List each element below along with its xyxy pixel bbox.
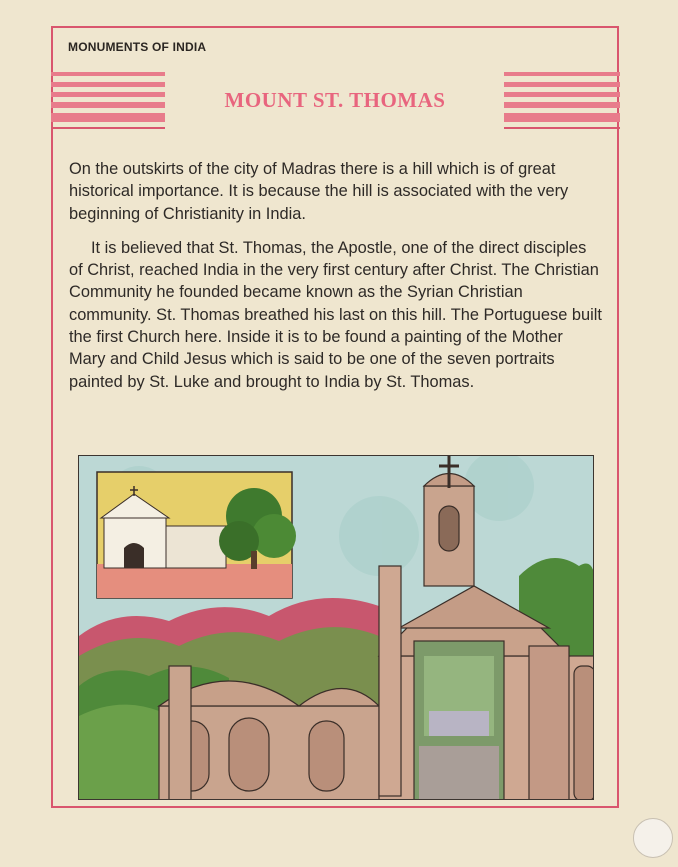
paragraph-intro: On the outskirts of the city of Madras there is a hill which is of great historical importance. It is because the hill is associated with the very beginning of Christianity in India. (69, 160, 569, 223)
publisher-logo (633, 818, 673, 858)
article-text (69, 158, 603, 405)
page-title: MOUNT ST. THOMAS (224, 88, 446, 112)
decorative-stripes-left (51, 72, 165, 128)
decorative-stripes-right (504, 72, 620, 128)
paragraph-history: It is believed that St. Thomas, the Apostle, one of the direct disciples of Christ, reached India in the very first century after Christ. The Christian Community he founded became known as the Syrian Christian community. St. Thomas breathed his last on this hill. The Portuguese built the first Church here. Inside it is to be found a painting of the Mother Mary and Child Jesus which is said to be one of the seven portraits painted by St. Luke and brought to India by St. Thomas. (69, 238, 602, 391)
church-illustration (78, 455, 594, 800)
series-title: MONUMENTS OF INDIA (68, 40, 207, 54)
